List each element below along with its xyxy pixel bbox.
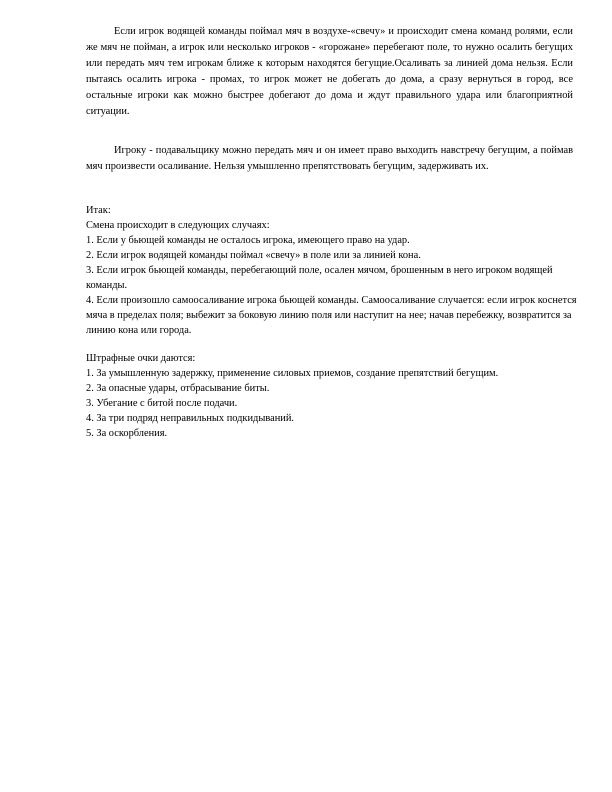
penalty-item-3: 3. Убегание с битой после подачи. — [86, 398, 238, 409]
rules-paragraph-catch: Если игрок водящей команды поймал мяч в воздухе-«свечу» и происходит смена команд ролями, если же мяч не пойман, а игрок или несколько игроков - «горожане» перебегают поле, то нужно осалить бегущих или передать мяч тем игрокам ближе к которым находятся бегущие.Осаливать за линией дома нельзя. Если пытаясь осалить игрока - промах, то игрок может не добегать до дома, а сразу вернуться в город, все остальные игроки как можно быстрее добегают до дома и ждут правильного удара или благоприятной ситуации. — [86, 26, 573, 117]
penalty-item-5: 5. За оскорбления. — [86, 428, 168, 439]
change-item-3: 3. Если игрок бьющей команды, перебегающий поле, осален мячом, брошенным в него игроком водящей команды. — [86, 265, 553, 291]
change-item-1: 1. Если у бьющей команды не осталось игрока, имеющего право на удар. — [86, 235, 410, 246]
change-item-4: 4. Если произошло самоосаливание игрока бьющей команды. Самоосаливание случается: если игрок коснется мяча в пределах поля; выбежит за боковую линию поля или наступит на нее; начав перебежку, возвратится за линию кона или города. — [86, 295, 577, 336]
change-heading: Смена происходит в следующих случаях: — [86, 220, 270, 231]
penalty-item-1: 1. За умышленную задержку, применение силовых приемов, создание препятствий бегущим. — [86, 368, 499, 379]
change-intro: Итак: — [86, 205, 111, 216]
change-section — [86, 203, 586, 338]
penalty-section — [86, 351, 586, 441]
rules-paragraph-server: Игроку - подавальщику можно передать мяч и он имеет право выходить навстречу бегущим, а поймав мяч произвести осаливание. Нельзя умышленно препятствовать бегущим, задерживать их. — [86, 145, 573, 172]
penalty-heading: Штрафные очки даются: — [86, 353, 196, 364]
penalty-item-2: 2. За опасные удары, отбрасывание биты. — [86, 383, 270, 394]
penalty-item-4: 4. За три подряд неправильных подкидываний. — [86, 413, 294, 424]
change-item-2: 2. Если игрок водящей команды поймал «свечу» в поле или за линией кона. — [86, 250, 421, 261]
